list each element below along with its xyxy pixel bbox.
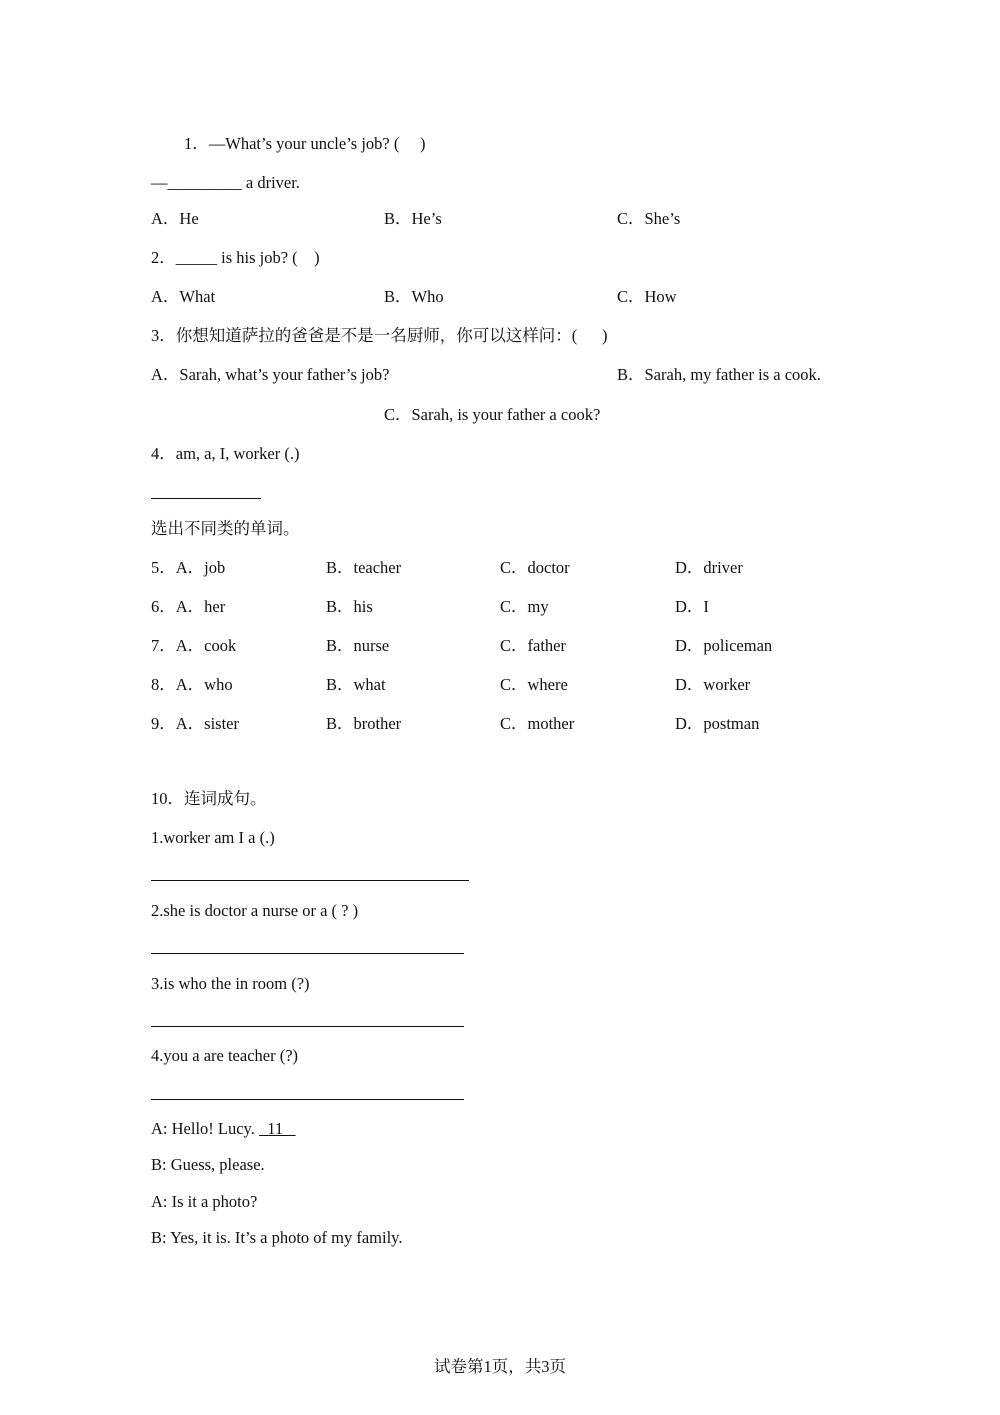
q3-option-b: B．Sarah, my father is a cook.	[617, 365, 821, 384]
q10-title: 10．连词成句。	[151, 789, 267, 808]
odd-row-9-c: C．mother	[500, 714, 575, 733]
q1-option-c: C．She’s	[617, 209, 681, 228]
odd-row-5-d: D．driver	[675, 558, 743, 577]
odd-row-6-c: C．my	[500, 597, 549, 616]
dialogue-line-2: B: Guess, please.	[151, 1155, 265, 1174]
q10-item-4-underline	[151, 1099, 464, 1100]
q4-stem: 4．am, a, I, worker (.)	[151, 444, 300, 463]
q10-item-1-underline	[151, 880, 469, 881]
dialogue-line-3: A: Is it a photo?	[151, 1192, 258, 1211]
q3-option-c: C．Sarah, is your father a cook?	[384, 405, 601, 424]
page-footer: 试卷第1页，共3页	[434, 1357, 566, 1376]
q2-option-a: A．What	[151, 287, 216, 306]
odd-row-6-a: 6．A．her	[151, 597, 226, 616]
q3-stem: 3．你想知道萨拉的爸爸是不是一名厨师，你可以这样问：( )	[151, 326, 608, 345]
odd-section-title: 选出不同类的单词。	[151, 519, 300, 538]
q1-option-b: B．He’s	[384, 209, 442, 228]
q10-item-2-underline	[151, 953, 464, 954]
q1-option-a: A．He	[151, 209, 199, 228]
odd-row-9-d: D．postman	[675, 714, 760, 733]
dialogue-blank-11: 11	[258, 1119, 296, 1138]
q10-item-2: 2.she is doctor a nurse or a ( ? )	[151, 901, 359, 920]
odd-row-7-c: C．father	[500, 636, 566, 655]
q2-option-c: C．How	[617, 287, 677, 306]
q4-answer-underline	[151, 498, 261, 499]
odd-row-5-c: C．doctor	[500, 558, 570, 577]
odd-row-8-c: C．where	[500, 675, 568, 694]
odd-row-8-a: 8．A．who	[151, 675, 233, 694]
odd-row-7-b: B．nurse	[326, 636, 390, 655]
odd-row-7-d: D．policeman	[675, 636, 773, 655]
q10-item-3-underline	[151, 1026, 464, 1027]
odd-row-8-b: B．what	[326, 675, 386, 694]
odd-row-7-a: 7．A．cook	[151, 636, 237, 655]
q2-option-b: B．Who	[384, 287, 444, 306]
odd-row-5-b: B．teacher	[326, 558, 402, 577]
q1-stem: 1．—What’s your uncle’s job? ( )	[184, 134, 426, 153]
dialogue-line-4: B: Yes, it is. It’s a photo of my family.	[151, 1228, 403, 1247]
odd-row-6-b: B．his	[326, 597, 373, 616]
odd-row-8-d: D．worker	[675, 675, 751, 694]
odd-row-9-b: B．brother	[326, 714, 402, 733]
odd-row-9-a: 9．A．sister	[151, 714, 239, 733]
odd-row-6-d: D．I	[675, 597, 709, 616]
q10-item-1: 1.worker am I a (.)	[151, 828, 275, 847]
odd-row-5-a: 5．A．job	[151, 558, 226, 577]
dialogue-line-1	[151, 1119, 296, 1139]
q10-item-3: 3.is who the in room (?)	[151, 974, 310, 993]
q2-stem: 2．_____ is his job? ( )	[151, 248, 320, 267]
q10-item-4: 4.you a are teacher (?)	[151, 1046, 299, 1065]
q3-option-a: A．Sarah, what’s your father’s job?	[151, 365, 390, 384]
dialogue-line-1-text: A: Hello! Lucy.	[151, 1119, 259, 1138]
q1-answer-line: —_________ a driver.	[151, 173, 300, 192]
